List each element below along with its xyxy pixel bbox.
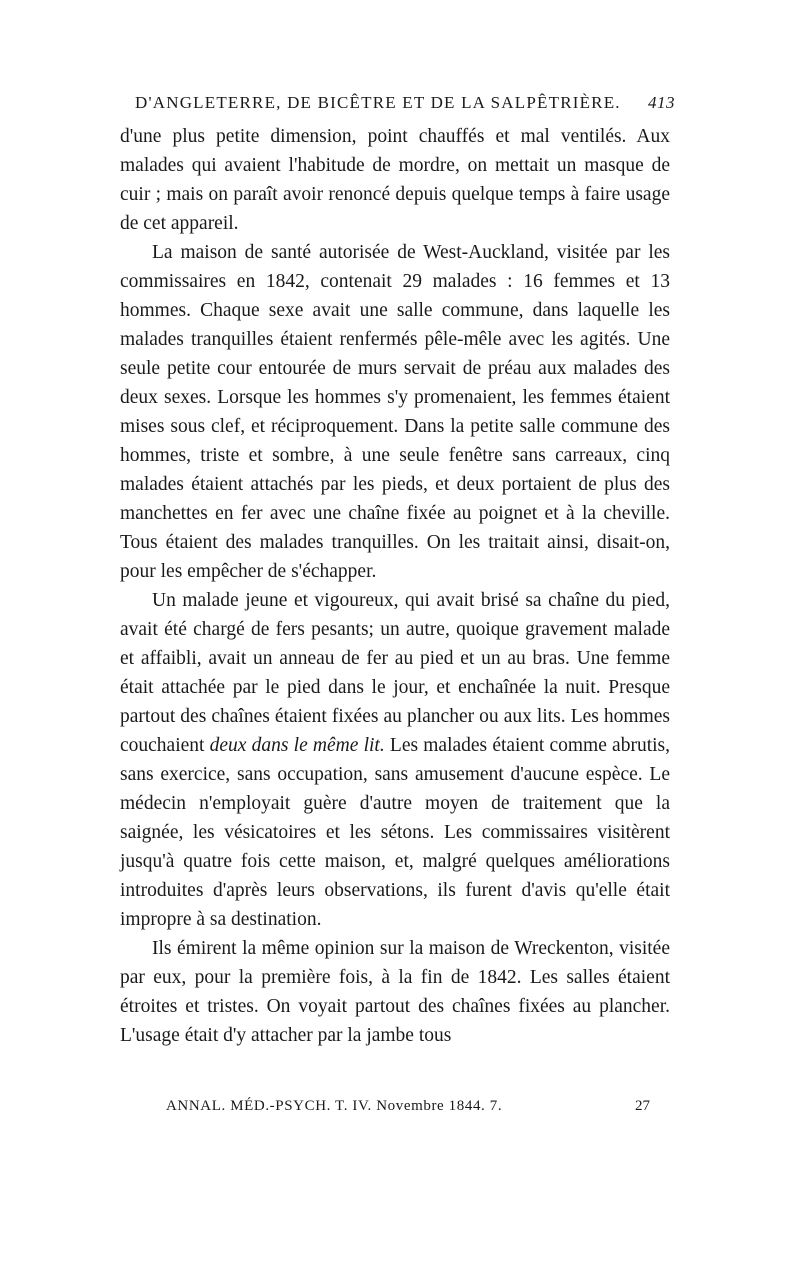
running-head — [120, 93, 675, 121]
paragraph-3 — [120, 586, 670, 934]
paragraph-3-part-b: Les malades étaient comme abrutis, sans exercice, sans occupation, sans amusement d'aucune espèce. Le médecin n'employait guère d'autre moyen de traitement que la saignée, les vésicatoires et les sétons. Les commissaires visitèrent jusqu'à quatre fois cette maison, et, malgré quelques améliorations introduites d'après leurs observations, ils furent d'avis qu'elle était impropre à sa destination. — [120, 735, 670, 930]
paragraph-4: Ils émirent la même opinion sur la maison de Wreckenton, visitée par eux, pour la première fois, à la fin de 1842. Les salles étaient étroites et tristes. On voyait partout des chaînes fixées au plancher. L'usage était d'y attacher par la jambe tous — [120, 938, 670, 1046]
paragraph-3-part-a: Un malade jeune et vigoureux, qui avait brisé sa chaîne du pied, avait été chargé de fers pesants; un autre, quoique gravement malade et affaibli, avait un anneau de fer au pied et un au bras. Une femme était attachée par le pied dans le jour, et enchaînée la nuit. Presque partout des chaînes étaient fixées au plancher ou aux lits. Les hommes couchaient — [120, 590, 670, 756]
paragraph-1: d'une plus petite dimension, point chauffés et mal ventilés. Aux malades qui avaient l'habitude de mordre, on mettait un masque de cuir ; mais on paraît avoir renoncé depuis quelque temps à faire usage de cet appareil. — [120, 126, 670, 234]
body-text — [120, 122, 670, 1050]
signature-line: ANNAL. MÉD.-PSYCH. T. IV. Novembre 1844. 7. — [166, 1098, 503, 1114]
paragraph-3-italic: deux dans le même lit. — [209, 735, 385, 756]
sheet-number: 27 — [635, 1098, 650, 1114]
page-number: 413 — [648, 93, 675, 112]
page-footer — [120, 1098, 650, 1122]
paragraph-2: La maison de santé autorisée de West-Auckland, visitée par les commissaires en 1842, contenait 29 malades : 16 femmes et 13 hommes. Chaque sexe avait une salle commune, dans laquelle les malades tranquilles étaient renfermés pêle-mêle avec les agités. Une seule petite cour entourée de murs servait de préau aux malades des deux sexes. Lorsque les hommes s'y promenaient, les femmes étaient mises sous clef, et réciproquement. Dans la petite salle commune des hommes, triste et sombre, à une seule fenêtre sans carreaux, cinq malades étaient attachés par les pieds, et deux portaient de plus des manchettes en fer avec une chaîne fixée au poignet et à la cheville. Tous étaient des malades tranquilles. On les traitait ainsi, disait-on, pour les empêcher de s'échapper. — [120, 242, 670, 582]
book-page — [120, 0, 675, 1270]
running-head-title: D'ANGLETERRE, DE BICÊTRE ET DE LA SALPÊTRIÈRE. — [135, 93, 621, 112]
